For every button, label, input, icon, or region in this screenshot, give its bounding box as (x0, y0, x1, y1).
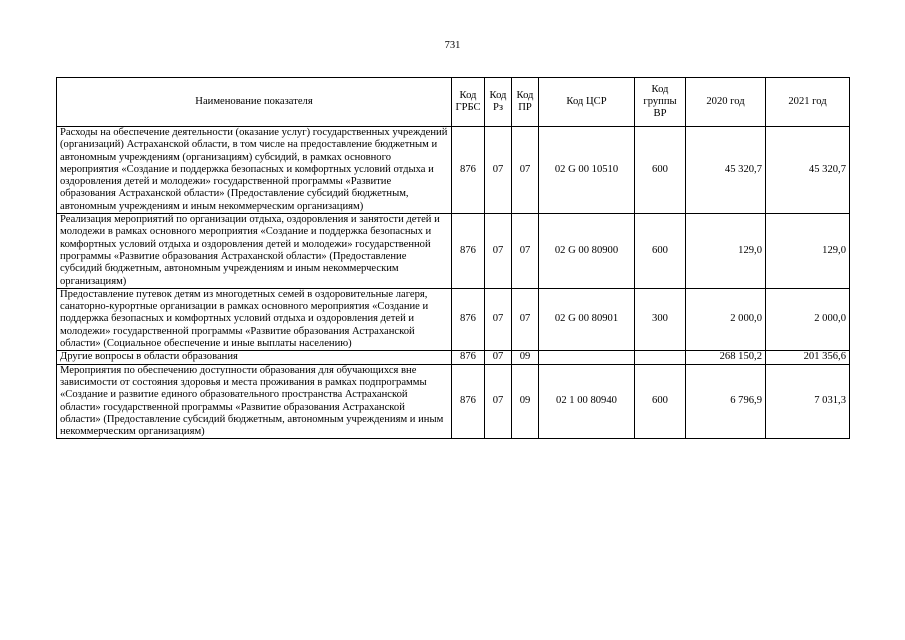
row-vr (635, 351, 686, 364)
table-row (57, 214, 850, 289)
row-grbs: 876 (452, 351, 485, 364)
header-csr: Код ЦСР (539, 78, 635, 127)
row-vr: 600 (635, 364, 686, 439)
row-2020: 45 320,7 (686, 127, 766, 214)
row-rz: 07 (485, 364, 512, 439)
header-name: Наименование показателя (57, 78, 452, 127)
row-csr (539, 351, 635, 364)
row-vr: 300 (635, 288, 686, 350)
header-rz: Код Рз (485, 78, 512, 127)
row-name: Расходы на обеспечение деятельности (оказание услуг) государственных учреждений (организаций) Астраханской области, в том числе на предоставление бюджетным и автономным учреждениям (организациям) субсидий, в рамках основного мероприятия «Создание и поддержка безопасных и комфортных условий отдыха и оздоровления детей и молодежи» государственной программы «Развитие образования Астраханской области» (Предоставление субсидий бюджетным, автономным учреждениям и иным некоммерческим организациям) (57, 127, 452, 214)
row-2020: 6 796,9 (686, 364, 766, 439)
row-pr: 07 (512, 214, 539, 289)
table-header-row (57, 78, 850, 127)
header-pr: Код ПР (512, 78, 539, 127)
row-csr: 02 G 00 10510 (539, 127, 635, 214)
budget-table (56, 77, 850, 439)
row-rz: 07 (485, 351, 512, 364)
row-vr: 600 (635, 127, 686, 214)
row-name: Предоставление путевок детям из многодетных семей в оздоровительные лагеря, санаторно-курортные организации в рамках основного мероприятия «Создание и поддержка безопасных и комфортных условий отдыха и оздоровления детей и молодежи» государственной программы «Развитие образования Астраханской области» (Социальное обеспечение и иные выплаты населению) (57, 288, 452, 350)
header-grbs: Код ГРБС (452, 78, 485, 127)
header-vr: Код группы ВР (635, 78, 686, 127)
row-name: Реализация мероприятий по организации отдыха, оздоровления и занятости детей и молодежи в рамках основного мероприятия «Создание и поддержка безопасных и комфортных условий отдыха и оздоровления детей и молодежи» государственной программы «Развитие образования Астраханской области» (Предоставление субсидий бюджетным, автономным учреждениям и иным некоммерческим организациям) (57, 214, 452, 289)
table-row (57, 288, 850, 350)
row-pr: 09 (512, 364, 539, 439)
row-csr: 02 1 00 80940 (539, 364, 635, 439)
header-2021: 2021 год (766, 78, 850, 127)
row-grbs: 876 (452, 288, 485, 350)
row-name: Мероприятия по обеспечению доступности образования для обучающихся вне зависимости от состояния здоровья и места проживания в рамках подпрограммы «Создание и развитие единого образовательного пространства Астраханской области» государственной программы «Развитие образования Астраханской области» (Предоставление субсидий бюджетным, автономным учреждениям и иным некоммерческим организациям) (57, 364, 452, 439)
page-number: 731 (444, 40, 461, 51)
row-2021: 45 320,7 (766, 127, 850, 214)
table-row (57, 351, 850, 364)
row-2020: 129,0 (686, 214, 766, 289)
row-csr: 02 G 00 80900 (539, 214, 635, 289)
row-2021: 2 000,0 (766, 288, 850, 350)
row-rz: 07 (485, 288, 512, 350)
row-2021: 201 356,6 (766, 351, 850, 364)
table-row (57, 127, 850, 214)
row-csr: 02 G 00 80901 (539, 288, 635, 350)
row-name: Другие вопросы в области образования (57, 351, 452, 364)
table-row (57, 364, 850, 439)
row-grbs: 876 (452, 364, 485, 439)
row-pr: 07 (512, 288, 539, 350)
row-2021: 7 031,3 (766, 364, 850, 439)
row-grbs: 876 (452, 214, 485, 289)
row-pr: 09 (512, 351, 539, 364)
row-2020: 268 150,2 (686, 351, 766, 364)
header-2020: 2020 год (686, 78, 766, 127)
row-2021: 129,0 (766, 214, 850, 289)
row-rz: 07 (485, 127, 512, 214)
row-grbs: 876 (452, 127, 485, 214)
row-vr: 600 (635, 214, 686, 289)
row-rz: 07 (485, 214, 512, 289)
row-pr: 07 (512, 127, 539, 214)
row-2020: 2 000,0 (686, 288, 766, 350)
